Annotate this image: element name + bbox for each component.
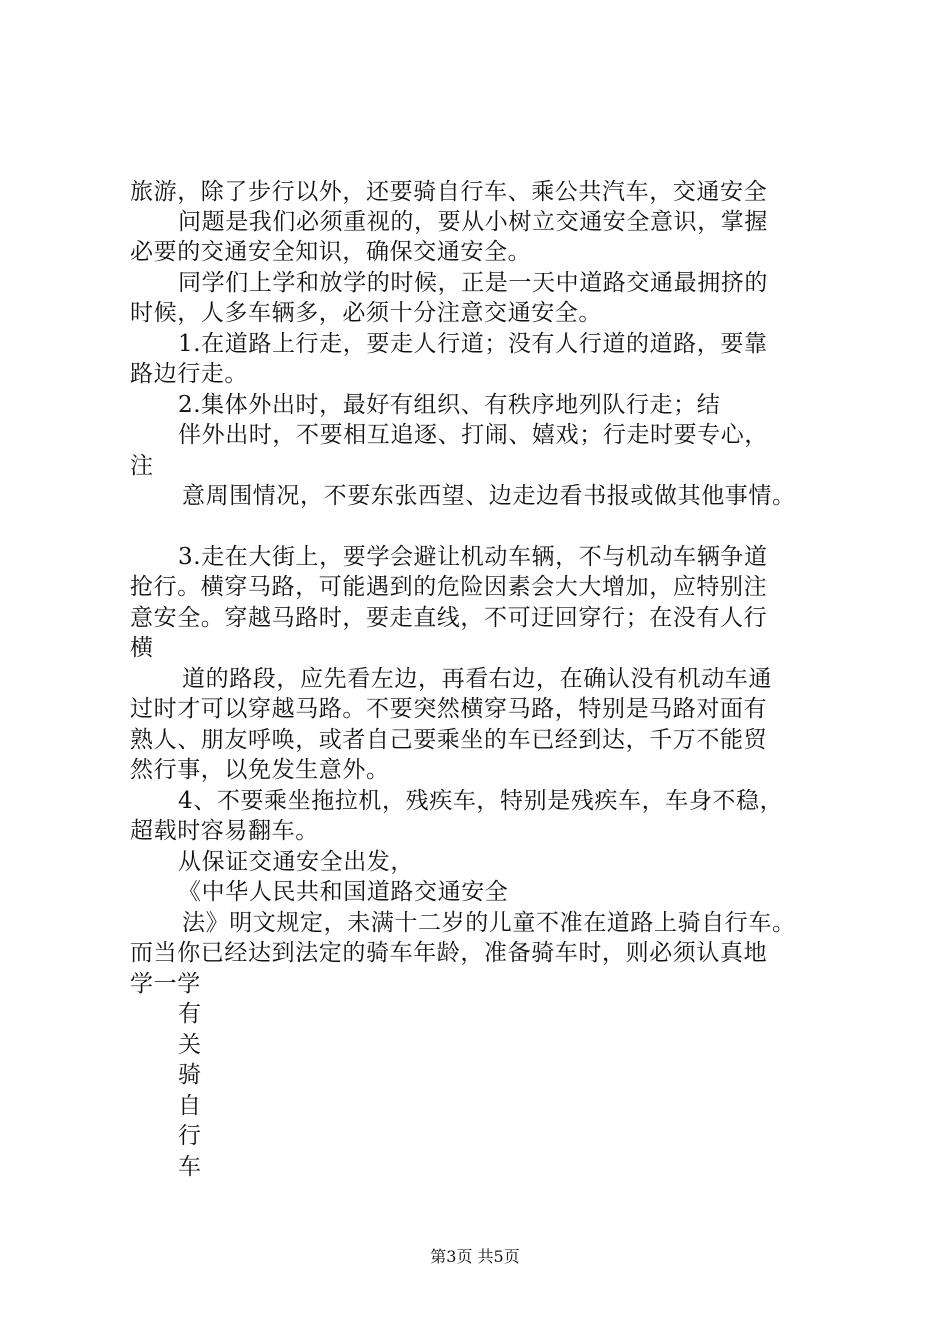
text-line: 旅游，除了步行以外，还要骑自行车、乘公共汽车，交通安全: [130, 179, 768, 205]
text-line: 学一学: [130, 971, 201, 997]
text-line: 路边行走。: [130, 361, 248, 387]
text-line: 时候，人多车辆多，必须十分注意交通安全。: [130, 300, 602, 326]
text-line: 从保证交通安全出发，: [178, 849, 414, 875]
text-line: 超载时容易翻车。: [130, 818, 319, 844]
text-line: 关: [178, 1032, 202, 1058]
text-line: 4、不要乘坐拖拉机，残疾车，特别是残疾车，车身不稳，: [178, 788, 784, 814]
text-line: 注: [130, 453, 154, 479]
text-line: 意安全。穿越马路时，要走直线，不可迂回穿行；在没有人行: [130, 605, 768, 631]
text-line: 2.集体外出时，最好有组织、有秩序地列队行走；结: [178, 392, 721, 418]
text-line: 熟人、朋友呼唤，或者自己要乘坐的车已经到达，千万不能贸: [130, 727, 768, 753]
text-line: 车: [178, 1154, 202, 1180]
text-line: 伴外出时，不要相互追逐、打闹、嬉戏；行走时要专心，: [178, 422, 768, 448]
text-line: 同学们上学和放学的时候，正是一天中道路交通最拥挤的: [178, 270, 768, 296]
text-line: 自: [178, 1093, 202, 1119]
text-line: 横: [130, 635, 154, 661]
text-line: 1.在道路上行走，要走人行道；没有人行道的道路，要靠: [178, 331, 768, 357]
text-line: 法》明文规定，未满十二岁的儿童不准在道路上骑自行车。: [182, 910, 796, 936]
text-line: 行: [178, 1123, 202, 1149]
text-line: 有: [178, 1001, 202, 1027]
text-line: 然行事，以免发生意外。: [130, 757, 390, 783]
text-line: 道的路段，应先看左边，再看右边，在确认没有机动车通: [182, 666, 772, 692]
text-line: 问题是我们必须重视的，要从小树立交通安全意识，掌握: [178, 209, 768, 235]
text-line: 《中华人民共和国道路交通安全: [178, 879, 509, 905]
page-footer: 第3页 共5页: [430, 1247, 520, 1266]
text-line: 而当你已经达到法定的骑车年龄，准备骑车时，则必须认真地: [130, 940, 768, 966]
text-line: 过时才可以穿越马路。不要突然横穿马路，特别是马路对面有: [130, 696, 768, 722]
text-line: 意周围情况，不要东张西望、边走边看书报或做其他事情。: [182, 483, 796, 509]
text-line: 骑: [178, 1062, 202, 1088]
text-line: 3.走在大街上，要学会避让机动车辆，不与机动车辆争道: [178, 544, 768, 570]
text-line: 抢行。横穿马路，可能遇到的危险因素会大大增加，应特别注: [130, 574, 768, 600]
text-line: 必要的交通安全知识，确保交通安全。: [130, 239, 532, 265]
